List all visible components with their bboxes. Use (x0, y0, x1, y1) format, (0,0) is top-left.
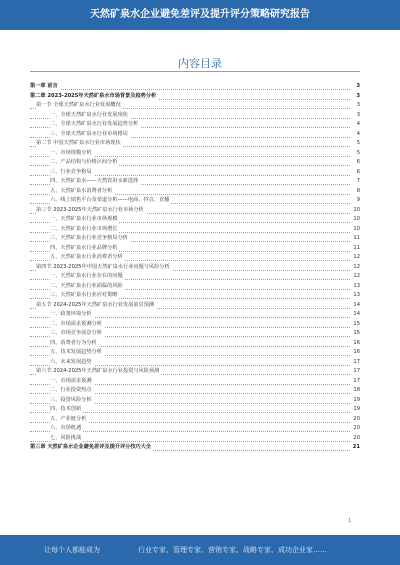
toc-entry[interactable] (30, 263, 360, 273)
toc-entry[interactable] (30, 168, 360, 178)
toc-entry[interactable] (30, 139, 360, 149)
toc-entry[interactable] (30, 111, 360, 121)
toc-entry-label: 五、天然矿泉水消费者分析 (50, 187, 114, 197)
toc-entry-label: 六、市场机遇 (50, 424, 83, 434)
toc-entry[interactable] (30, 177, 360, 187)
toc-entry[interactable] (30, 443, 360, 453)
toc-entry-page: 6 (350, 158, 360, 168)
toc-entry-page: 3 (350, 101, 360, 111)
toc-entry-page: 15 (350, 329, 360, 339)
toc-entry-label: 四、天然矿泉水——天然饮用水新选择 (50, 177, 140, 187)
toc-entry-page: 19 (350, 405, 360, 415)
toc-entry-label: 三、天然矿泉水行业竞争格局分析 (50, 234, 130, 244)
toc-entry-label: 二、市场需求预测分析 (50, 320, 104, 330)
report-title: 天然矿泉水企业避免差评及提升评分策略研究报告 (90, 9, 310, 20)
toc-entry-page: 20 (350, 415, 360, 425)
toc-entry-page: 3 (350, 82, 360, 92)
toc-entry-page: 19 (350, 396, 360, 406)
toc-entry-label: 五、产业链分析 (50, 415, 88, 425)
toc-entry-page: 18 (350, 386, 360, 396)
toc-entry-label: 第六节 2024-2025年天然矿泉水行业投资与风险预测 (36, 367, 161, 377)
toc-entry-label: 五、技术发展趋势分析 (50, 348, 104, 358)
toc-page (30, 35, 370, 520)
toc-entry-page: 16 (350, 339, 360, 349)
toc-entry[interactable] (30, 310, 360, 320)
toc-entry-page: 13 (350, 291, 360, 301)
toc-entry[interactable] (30, 101, 360, 111)
toc-entry[interactable] (30, 130, 360, 140)
toc-entry-page: 12 (350, 253, 360, 263)
table-of-contents (30, 82, 360, 453)
toc-entry-page: 17 (350, 367, 360, 377)
toc-entry-label: 三、投资风险分析 (50, 396, 94, 406)
toc-entry[interactable] (30, 405, 360, 415)
toc-entry-label: 二、产品结构与价格区间分析 (50, 158, 119, 168)
toc-entry[interactable] (30, 206, 360, 216)
report-header-bar (0, 0, 400, 30)
toc-entry-label: 六、未来发展趋势 (50, 358, 94, 368)
toc-entry-label: 一、全球天然矿泉水行业发展现状 (50, 111, 130, 121)
toc-entry[interactable] (30, 415, 360, 425)
footer-slogan-right: 行业专家、管理专家、营销专家、战略专家、成功企业家…… (138, 546, 327, 554)
toc-entry-label: 第二节 中国天然矿泉水行业市场现状 (36, 139, 123, 149)
toc-entry-label: 三、行业竞争格局 (50, 168, 94, 178)
toc-entry[interactable] (30, 291, 360, 301)
toc-entry-page: 5 (350, 139, 360, 149)
toc-entry-page: 11 (350, 244, 360, 254)
toc-entry[interactable] (30, 234, 360, 244)
toc-entry-page: 13 (350, 282, 360, 292)
toc-entry[interactable] (30, 396, 360, 406)
toc-entry-page: 8 (350, 187, 360, 197)
toc-entry[interactable] (30, 386, 360, 396)
toc-entry-label: 六、线上销售平台及渠道分析——电商、抖音、直播 (50, 196, 171, 206)
toc-entry-page: 10 (350, 225, 360, 235)
toc-entry-label: 七、风险挑战 (50, 434, 83, 444)
toc-entry[interactable] (30, 424, 360, 434)
toc-entry-page: 14 (350, 310, 360, 320)
toc-entry[interactable] (30, 120, 360, 130)
toc-entry[interactable] (30, 272, 360, 282)
toc-entry-label: 一、天然矿泉水行业存在的问题 (50, 272, 125, 282)
toc-entry-page: 12 (350, 263, 360, 273)
toc-entry-label: 第二章 2023-2025年天然矿泉水市场背景及趋势分析 (30, 92, 158, 102)
toc-entry-page: 15 (350, 320, 360, 330)
toc-entry-page: 7 (350, 177, 360, 187)
toc-entry-page: 9 (350, 196, 360, 206)
toc-entry-page: 20 (350, 424, 360, 434)
toc-divider (30, 71, 360, 72)
toc-entry-label: 第四节 2023-2025年中国天然矿泉水行业问题与风险分析 (36, 263, 172, 273)
toc-entry[interactable] (30, 244, 360, 254)
toc-entry[interactable] (30, 301, 360, 311)
toc-entry-label: 四、消费者行为分析 (50, 339, 99, 349)
toc-entry-page: 21 (350, 443, 360, 453)
toc-entry-label: 二、天然矿泉水行业面临的风险 (50, 282, 125, 292)
footer-bar (0, 535, 400, 565)
toc-entry[interactable] (30, 329, 360, 339)
toc-entry-label: 四、技术创新 (50, 405, 83, 415)
toc-entry-label: 二、天然矿泉水行业市场增长 (50, 225, 119, 235)
toc-entry[interactable] (30, 434, 360, 444)
toc-entry[interactable] (30, 82, 360, 92)
toc-entry[interactable] (30, 377, 360, 387)
toc-entry-label: 第一章 前言 (30, 82, 60, 92)
toc-entry-page: 5 (350, 149, 360, 159)
toc-entry-page: 3 (350, 92, 360, 102)
toc-entry-label: 二、全球天然矿泉水行业发展趋势分析 (50, 120, 140, 130)
toc-entry[interactable] (30, 92, 360, 102)
toc-entry-label: 一、政策环境分析 (50, 310, 94, 320)
toc-entry-label: 第一节 全球天然矿泉水行业发展概况 (36, 101, 123, 111)
toc-entry-page: 4 (350, 130, 360, 140)
toc-entry-page: 17 (350, 358, 360, 368)
toc-entry[interactable] (30, 358, 360, 368)
toc-entry-page: 14 (350, 301, 360, 311)
toc-entry-label: 一、天然矿泉水行业市场规模 (50, 215, 119, 225)
page-number: 1 (348, 518, 352, 524)
toc-entry-label: 三、全球天然矿泉水行业市场格局 (50, 130, 130, 140)
toc-entry[interactable] (30, 215, 360, 225)
toc-entry-page: 16 (350, 348, 360, 358)
toc-entry-label: 三、市场竞争前景分析 (50, 329, 104, 339)
toc-entry-label: 四、天然矿泉水行业品牌分析 (50, 244, 119, 254)
toc-entry[interactable] (30, 320, 360, 330)
toc-entry-page: 10 (350, 215, 360, 225)
toc-entry[interactable] (30, 187, 360, 197)
toc-entry-page: 12 (350, 272, 360, 282)
toc-entry[interactable] (30, 339, 360, 349)
toc-entry-label: 一、市场规模分析 (50, 149, 94, 159)
toc-leader-dots (30, 82, 350, 90)
toc-entry[interactable] (30, 158, 360, 168)
toc-entry-page: 3 (350, 111, 360, 121)
toc-entry[interactable] (30, 282, 360, 292)
toc-entry-page: 4 (350, 120, 360, 130)
toc-entry-page: 17 (350, 377, 360, 387)
toc-entry[interactable] (30, 149, 360, 159)
toc-entry-page: 10 (350, 206, 360, 216)
toc-entry-label: 一、市场需求预测 (50, 377, 94, 387)
footer-slogan-left: 让每个人都能成为 (44, 546, 100, 554)
toc-entry[interactable] (30, 196, 360, 206)
toc-entry[interactable] (30, 348, 360, 358)
toc-entry[interactable] (30, 225, 360, 235)
toc-entry-page: 6 (350, 168, 360, 178)
toc-entry-label: 三、天然矿泉水行业应对策略 (50, 291, 119, 301)
toc-heading: 内容目录 (178, 57, 222, 70)
toc-entry-label: 五、天然矿泉水行业消费者分析 (50, 253, 125, 263)
toc-entry-label: 第五节 2024-2025年天然矿泉水行业发展前景预测 (36, 301, 156, 311)
toc-entry-label: 第三节 2023-2025年天然矿泉水行业市场分析 (36, 206, 146, 216)
toc-entry-label: 二、行业投资热点 (50, 386, 94, 396)
toc-entry-page: 11 (350, 234, 360, 244)
toc-entry[interactable] (30, 367, 360, 377)
toc-entry-label: 第三章 天然矿泉水企业避免差评及提升评分技巧大全 (30, 443, 153, 453)
toc-entry[interactable] (30, 253, 360, 263)
toc-entry-page: 20 (350, 434, 360, 444)
